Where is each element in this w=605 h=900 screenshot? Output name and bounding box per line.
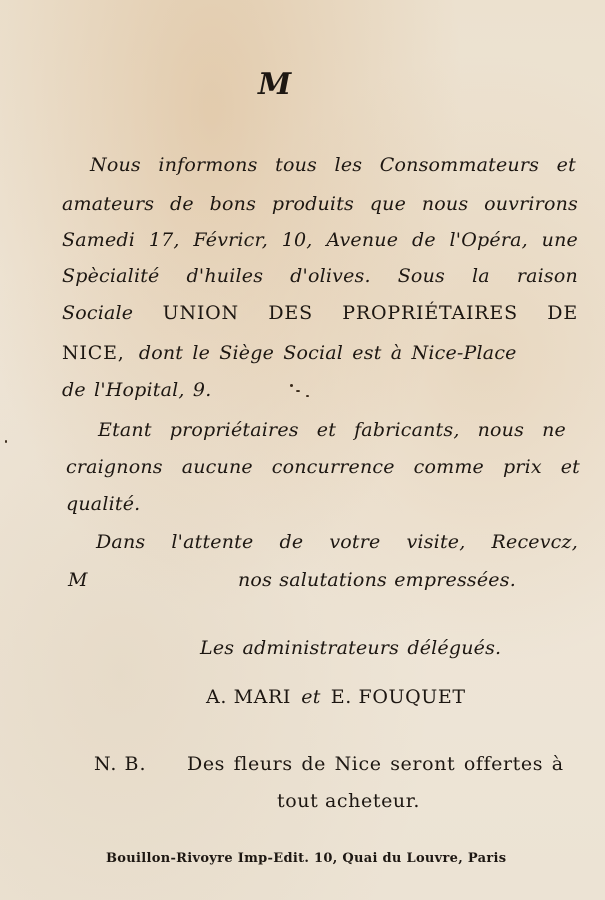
word: Sous (397, 265, 445, 287)
word: PROPRIÉTAIRES (342, 302, 518, 324)
word: de (170, 193, 194, 215)
word: 17, (148, 229, 180, 251)
word: l'attente (171, 531, 254, 553)
nb-line1: Des fleurs de Nice seront offertes à (187, 753, 564, 775)
word: Consommateurs (379, 154, 540, 176)
word: produits (271, 193, 354, 215)
paragraph2-line2 (66, 456, 580, 478)
paragraph2-line1 (98, 419, 566, 441)
word: les (334, 154, 363, 176)
signature-intro: Les administrateurs délégués. (200, 637, 502, 659)
signature-names (206, 686, 466, 708)
word: et (560, 456, 580, 478)
paragraph2-line3: qualité. (66, 493, 141, 515)
word: bons (209, 193, 257, 215)
paragraph1-line3 (62, 229, 578, 251)
nb-label: N. B. (94, 753, 147, 775)
word: d'olives. (290, 265, 371, 287)
ink-speck (5, 440, 7, 443)
word: Samedi (62, 229, 136, 251)
word: prix (502, 456, 542, 478)
word: Févricr, (193, 229, 268, 251)
word: craignons (66, 456, 163, 478)
signature-conjunction: et (301, 686, 321, 708)
salutation-heading: M (258, 67, 292, 102)
word: Nous (90, 154, 141, 176)
paragraph3-line2-closing: nos salutations empressées. (238, 569, 516, 591)
word: et (316, 419, 337, 441)
word: Spècialité (62, 265, 160, 287)
word: visite, (406, 531, 466, 553)
ink-speck (290, 384, 293, 387)
word: votre (329, 531, 381, 553)
paragraph1-line1 (90, 154, 576, 176)
word: et (556, 154, 576, 176)
word: 10, (281, 229, 313, 251)
word: tous (275, 154, 317, 176)
word: de (411, 229, 436, 251)
word: informons (158, 154, 258, 176)
word: de (279, 531, 304, 553)
word: DES (268, 302, 313, 324)
paragraph3-line2-m: M (68, 569, 88, 591)
word: que (369, 193, 407, 215)
ink-speck (306, 395, 309, 397)
word: DE (547, 302, 578, 324)
word: aucune (181, 456, 253, 478)
paragraph1-line4 (62, 265, 578, 287)
paragraph1-line5 (62, 302, 578, 324)
word: nous (477, 419, 525, 441)
signatory-1: A. MARI (206, 686, 291, 708)
nb-line2: tout acheteur. (277, 790, 420, 812)
word: concurrence (271, 456, 395, 478)
word: propriétaires (169, 419, 299, 441)
word: Avenue (326, 229, 399, 251)
word: fabricants, (354, 419, 460, 441)
paragraph1-line6 (62, 342, 517, 364)
paragraph3-line1 (96, 531, 578, 553)
phrase: dont le Siège Social est à Nice-Place (138, 342, 517, 364)
word: amateurs (62, 193, 155, 215)
word: Sociale (62, 302, 134, 324)
paragraph1-line2 (62, 193, 578, 215)
word: comme (413, 456, 484, 478)
ink-speck (296, 390, 300, 392)
signatory-2: E. FOUQUET (330, 686, 466, 708)
paragraph1-line7: de l'Hopital, 9. (62, 379, 212, 401)
printer-imprint: Bouillon-Rivoyre Imp-Edit. 10, Quai du Louvre, Paris (106, 851, 507, 866)
word: Etant (98, 419, 152, 441)
word: ne (542, 419, 566, 441)
word: ouvrirons (484, 193, 578, 215)
word: raison (516, 265, 578, 287)
word: nous (421, 193, 469, 215)
word: Recevcz, (491, 531, 578, 553)
word: d'huiles (186, 265, 264, 287)
word: une (541, 229, 578, 251)
word: UNION (162, 302, 239, 324)
word: la (471, 265, 490, 287)
word: NICE, (62, 342, 125, 364)
word: l'Opéra, (449, 229, 528, 251)
word: Dans (96, 531, 146, 553)
